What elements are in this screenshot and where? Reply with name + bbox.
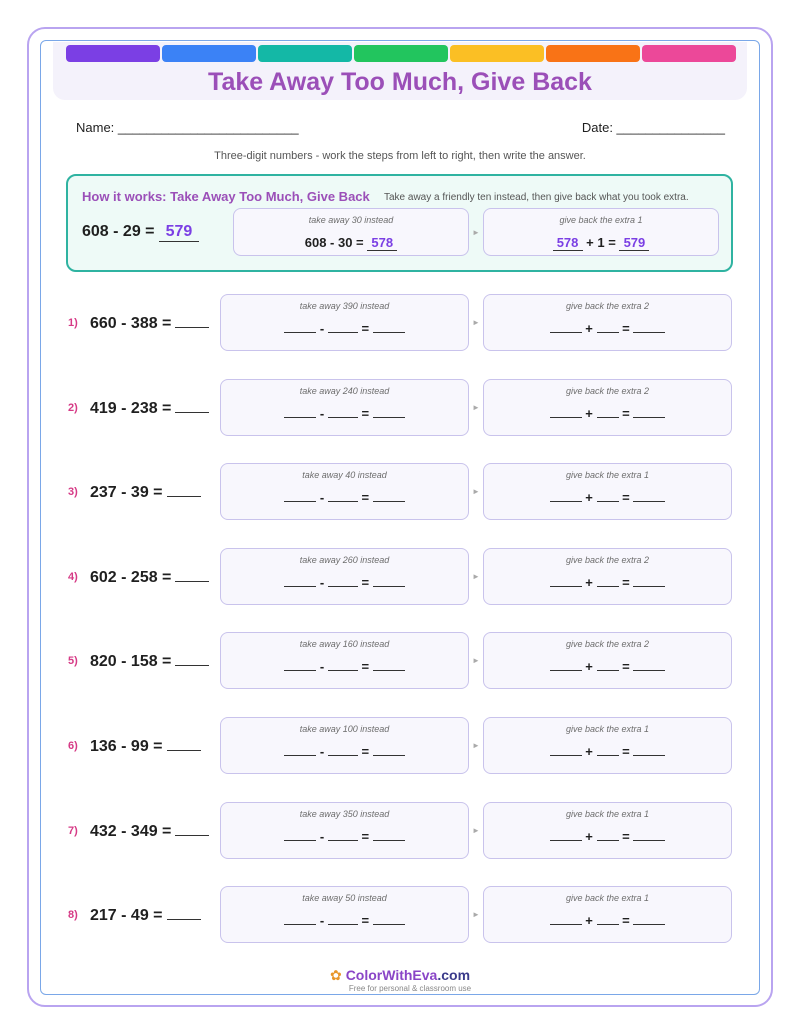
step2-blank-a[interactable] [550,575,582,587]
step1-equation [221,829,468,844]
step2-box [483,886,732,943]
equals-sign: = [361,406,370,421]
step1-label: take away 160 instead [299,639,390,649]
plus-sign: + [585,321,593,336]
equals-sign: = [622,913,630,928]
plus-sign: + [585,406,593,421]
step2-blank-b[interactable] [597,406,619,418]
stripe-7 [642,45,736,62]
step1-label: take away 50 instead [302,893,387,903]
step1-blank-b[interactable] [328,490,358,502]
example-step2-op: + 1 = [586,235,616,250]
step2-blank-a[interactable] [550,659,582,671]
equals-sign: = [622,490,630,505]
problem-text [90,822,209,841]
problem-text [90,737,201,756]
step2-blank-b[interactable] [597,744,619,756]
minus-sign: - [319,913,325,928]
plus-sign: + [585,829,593,844]
step2-blank-c[interactable] [633,744,665,756]
step2-box [483,463,732,520]
step2-label: give back the extra 1 [565,809,650,819]
problem-number: 7) [68,825,78,837]
step2-blank-a[interactable] [550,490,582,502]
footer-tagline: Free for personal & classroom use [348,984,472,993]
step2-box [483,802,732,859]
step1-blank-a[interactable] [284,321,316,333]
step1-equation [221,659,468,674]
step2-blank-b[interactable] [597,490,619,502]
step1-blank-c[interactable] [373,913,405,925]
step1-blank-c[interactable] [373,321,405,333]
step1-equation [221,913,468,928]
arrow-icon: ► [472,826,480,835]
step2-label: give back the extra 2 [565,301,650,311]
step2-equation [484,406,731,421]
answer-blank[interactable] [175,822,209,836]
problem-text [90,314,209,333]
answer-blank[interactable] [175,314,209,328]
step2-equation [484,490,731,505]
stripe-3 [258,45,352,62]
date-field[interactable]: Date: _______________ [581,120,725,135]
step1-blank-a[interactable] [284,490,316,502]
answer-blank[interactable] [167,906,201,920]
example-problem-text: 608 - 29 = [82,223,155,240]
step2-label: give back the extra 2 [565,555,650,565]
step1-blank-a[interactable] [284,406,316,418]
step2-blank-c[interactable] [633,321,665,333]
arrow-icon: ► [472,487,480,496]
problem-text [90,399,209,418]
plus-sign: + [585,744,593,759]
equals-sign: = [361,913,370,928]
problem-number: 2) [68,402,78,414]
arrow-icon: ► [472,403,480,412]
step2-blank-b[interactable] [597,913,619,925]
step1-box [220,717,469,774]
step1-box [220,294,469,351]
step1-label: take away 40 instead [302,470,387,480]
problem-expression: 660 - 388 = [90,315,172,332]
example-problem [82,223,199,242]
rainbow-stripes [66,45,736,62]
step1-blank-c[interactable] [373,406,405,418]
example-step1-answer: 578 [367,235,397,251]
example-step2-equation [484,235,718,251]
minus-sign: - [319,744,325,759]
equals-sign: = [361,490,370,505]
plus-sign: + [585,913,593,928]
plus-sign: + [585,575,593,590]
step1-box [220,463,469,520]
stripe-2 [162,45,256,62]
equals-sign: = [622,575,630,590]
answer-blank[interactable] [175,652,209,666]
equals-sign: = [361,575,370,590]
step1-equation [221,575,468,590]
arrow-icon: ► [472,910,480,919]
step1-equation [221,490,468,505]
step1-blank-b[interactable] [328,913,358,925]
problem-number: 6) [68,740,78,752]
plus-sign: + [585,659,593,674]
problem-expression: 217 - 49 = [90,907,163,924]
problem-expression: 432 - 349 = [90,823,172,840]
problem-expression: 820 - 158 = [90,653,172,670]
equals-sign: = [622,406,630,421]
step1-label: take away 260 instead [299,555,390,565]
step2-blank-a[interactable] [550,744,582,756]
step2-blank-a[interactable] [550,829,582,841]
step1-blank-b[interactable] [328,406,358,418]
step2-blank-b[interactable] [597,659,619,671]
step1-blank-a[interactable] [284,744,316,756]
step2-equation [484,575,731,590]
step2-equation [484,744,731,759]
problem-text [90,652,209,671]
step2-blank-c[interactable] [633,913,665,925]
example-step2-start: 578 [553,235,583,251]
equals-sign: = [622,744,630,759]
step2-equation [484,659,731,674]
answer-blank[interactable] [167,483,201,497]
step1-blank-a[interactable] [284,829,316,841]
step1-blank-b[interactable] [328,829,358,841]
step1-blank-c[interactable] [373,744,405,756]
step2-label: give back the extra 1 [565,724,650,734]
step2-blank-c[interactable] [633,406,665,418]
step2-blank-c[interactable] [633,659,665,671]
step2-label: give back the extra 1 [565,893,650,903]
step1-box [220,632,469,689]
example-step1-eq-text: 608 - 30 = [304,235,364,250]
step1-box [220,886,469,943]
stripe-6 [546,45,640,62]
problem-number: 1) [68,317,78,329]
step2-blank-b[interactable] [597,829,619,841]
step1-blank-b[interactable] [328,659,358,671]
answer-blank[interactable] [175,568,209,582]
step2-equation [484,321,731,336]
problem-number: 4) [68,571,78,583]
problem-expression: 602 - 258 = [90,569,172,586]
example-step1-equation [234,235,468,251]
name-field[interactable]: Name: _________________________ [76,120,299,135]
example-heading: How it works: Take Away Too Much, Give Back [82,189,370,204]
minus-sign: - [319,490,325,505]
example-step1-label: take away 30 instead [308,215,394,225]
step1-blank-c[interactable] [373,829,405,841]
step1-box [220,802,469,859]
brand-domain: .com [437,967,471,983]
problem-text [90,568,209,587]
problem-expression: 237 - 39 = [90,484,163,501]
step1-label: take away 240 instead [299,386,390,396]
arrow-icon: ► [472,228,480,237]
problem-text [90,906,201,925]
example-step2-box [483,208,719,256]
step2-equation [484,913,731,928]
step1-label: take away 350 instead [299,809,390,819]
minus-sign: - [319,829,325,844]
equals-sign: = [622,829,630,844]
step2-blank-a[interactable] [550,406,582,418]
step1-blank-a[interactable] [284,659,316,671]
worksheet-title: Take Away Too Much, Give Back [208,68,592,96]
instructions: Three-digit numbers - work the steps from left to right, then write the answer. [214,150,586,162]
example-step1-box [233,208,469,256]
equals-sign: = [361,744,370,759]
step2-box [483,379,732,436]
plus-sign: + [585,490,593,505]
step2-blank-c[interactable] [633,490,665,502]
step1-blank-b[interactable] [328,321,358,333]
arrow-icon: ► [472,318,480,327]
step1-equation [221,744,468,759]
example-note: Take away a friendly ten instead, then give back what you took extra. [384,192,689,203]
problem-number: 3) [68,486,78,498]
step1-blank-b[interactable] [328,575,358,587]
step1-label: take away 100 instead [299,724,390,734]
step1-box [220,548,469,605]
step1-blank-c[interactable] [373,490,405,502]
problem-number: 5) [68,655,78,667]
equals-sign: = [361,659,370,674]
arrow-icon: ► [472,656,480,665]
stripe-1 [66,45,160,62]
step2-label: give back the extra 2 [565,386,650,396]
equals-sign: = [361,829,370,844]
step2-box [483,632,732,689]
step1-blank-a[interactable] [284,575,316,587]
example-step2-answer: 579 [619,235,649,251]
step1-label: take away 390 instead [299,301,390,311]
minus-sign: - [319,575,325,590]
answer-blank[interactable] [175,399,209,413]
step1-blank-a[interactable] [284,913,316,925]
step2-blank-a[interactable] [550,913,582,925]
step1-blank-c[interactable] [373,575,405,587]
step2-blank-b[interactable] [597,321,619,333]
step1-equation [221,321,468,336]
step2-box [483,294,732,351]
step1-blank-c[interactable] [373,659,405,671]
footer-brand [0,967,800,984]
step2-label: give back the extra 2 [565,639,650,649]
minus-sign: - [319,406,325,421]
step1-equation [221,406,468,421]
step2-label: give back the extra 1 [565,470,650,480]
step2-box [483,548,732,605]
problem-expression: 419 - 238 = [90,400,172,417]
minus-sign: - [319,321,325,336]
equals-sign: = [622,321,630,336]
problem-text [90,483,201,502]
problem-number: 8) [68,909,78,921]
step2-blank-c[interactable] [633,575,665,587]
step2-blank-b[interactable] [597,575,619,587]
minus-sign: - [319,659,325,674]
step2-equation [484,829,731,844]
arrow-icon: ► [472,572,480,581]
brand-main: ColorWithEva [345,967,438,983]
arrow-icon: ► [472,741,480,750]
example-step2-label: give back the extra 1 [559,215,643,225]
step2-blank-a[interactable] [550,321,582,333]
step1-blank-b[interactable] [328,744,358,756]
palette-icon: ✿ [329,967,342,983]
step2-blank-c[interactable] [633,829,665,841]
equals-sign: = [622,659,630,674]
step2-box [483,717,732,774]
example-answer: 579 [159,223,199,242]
answer-blank[interactable] [167,737,201,751]
step1-box [220,379,469,436]
problem-expression: 136 - 99 = [90,738,163,755]
stripe-4 [354,45,448,62]
equals-sign: = [361,321,370,336]
stripe-5 [450,45,544,62]
